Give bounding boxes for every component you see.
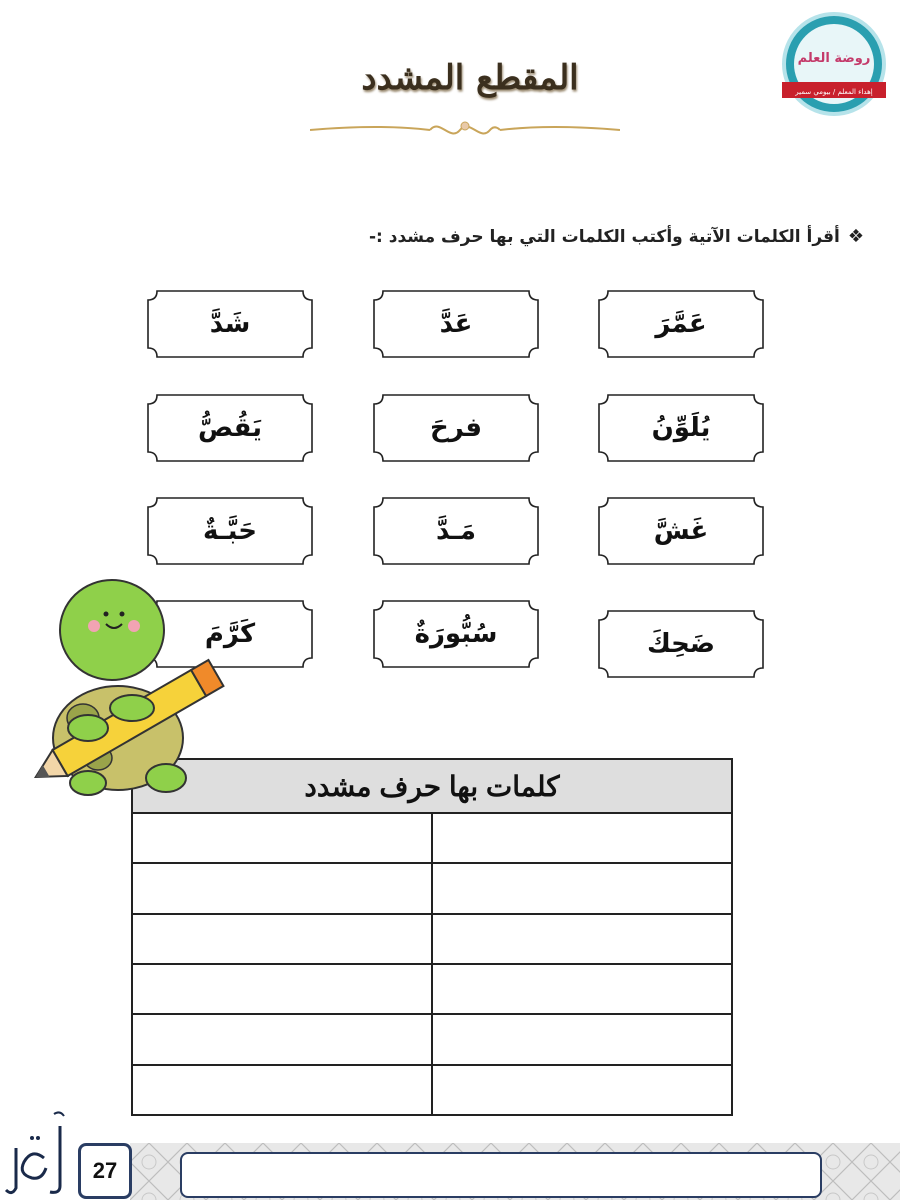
- word-text: يَقُصُّ: [198, 413, 262, 443]
- answer-cell[interactable]: [132, 964, 432, 1014]
- page-title: المقطع المشدد: [361, 58, 579, 98]
- word-text: عَمَّرَ: [655, 309, 707, 339]
- word-card: [373, 394, 539, 462]
- word-card: [373, 600, 539, 668]
- word-card: [373, 290, 539, 358]
- answer-cell[interactable]: [432, 964, 732, 1014]
- answer-cell[interactable]: [132, 1014, 432, 1064]
- table-row: [132, 863, 732, 913]
- answer-cell[interactable]: [432, 863, 732, 913]
- answer-cell[interactable]: [432, 1065, 732, 1115]
- answer-cell[interactable]: [132, 813, 432, 863]
- word-card: [373, 497, 539, 565]
- answer-cell[interactable]: [132, 914, 432, 964]
- word-card: [598, 394, 764, 462]
- table-row: [132, 1014, 732, 1064]
- answer-table: [131, 758, 733, 1116]
- word-text: كَرَّمَ: [204, 619, 256, 649]
- word-card: [598, 610, 764, 678]
- word-card: [147, 290, 313, 358]
- word-card: [147, 497, 313, 565]
- diamond-bullet-icon: ❖: [847, 226, 864, 247]
- table-row: [132, 964, 732, 1014]
- word-text: حَبَّـةٌ: [203, 516, 258, 546]
- answer-cell[interactable]: [432, 813, 732, 863]
- table-row: [132, 914, 732, 964]
- school-logo: [778, 12, 890, 120]
- word-text: عَدَّ: [439, 309, 473, 339]
- page-number: 27: [78, 1143, 132, 1199]
- table-header: كلمات بها حرف مشدد: [132, 759, 732, 813]
- answer-cell[interactable]: [432, 914, 732, 964]
- ornament-divider: [310, 114, 620, 146]
- word-text: غَشَّ: [653, 516, 709, 546]
- word-card: [598, 497, 764, 565]
- svg-text:روضة العلم: روضة العلم: [797, 51, 871, 66]
- word-text: يُلَوِّنُ: [651, 413, 711, 443]
- iqra-calligraphy-icon: [2, 1108, 74, 1200]
- word-text: شَدَّ: [209, 309, 251, 339]
- instruction-text: [369, 226, 864, 247]
- word-card: [147, 394, 313, 462]
- svg-text:إهداء المعلم / بيومي سمير: إهداء المعلم / بيومي سمير: [795, 88, 873, 96]
- word-text: مَـدَّ: [436, 516, 477, 546]
- table-row: [132, 1065, 732, 1115]
- answer-cell[interactable]: [132, 1065, 432, 1115]
- answer-cell[interactable]: [432, 1014, 732, 1064]
- table-row: [132, 813, 732, 863]
- footer-box: [180, 1152, 822, 1198]
- word-card: [598, 290, 764, 358]
- word-text: سُبُّورَةٌ: [414, 619, 498, 649]
- turtle-pencil-illustration: [28, 578, 248, 808]
- word-text: فرحَ: [430, 413, 482, 443]
- word-text: ضَحِكَ: [646, 629, 716, 659]
- instruction-label: أقرأ الكلمات الآتية وأكتب الكلمات التي بها حرف مشدد :-: [368, 227, 840, 247]
- answer-cell[interactable]: [132, 863, 432, 913]
